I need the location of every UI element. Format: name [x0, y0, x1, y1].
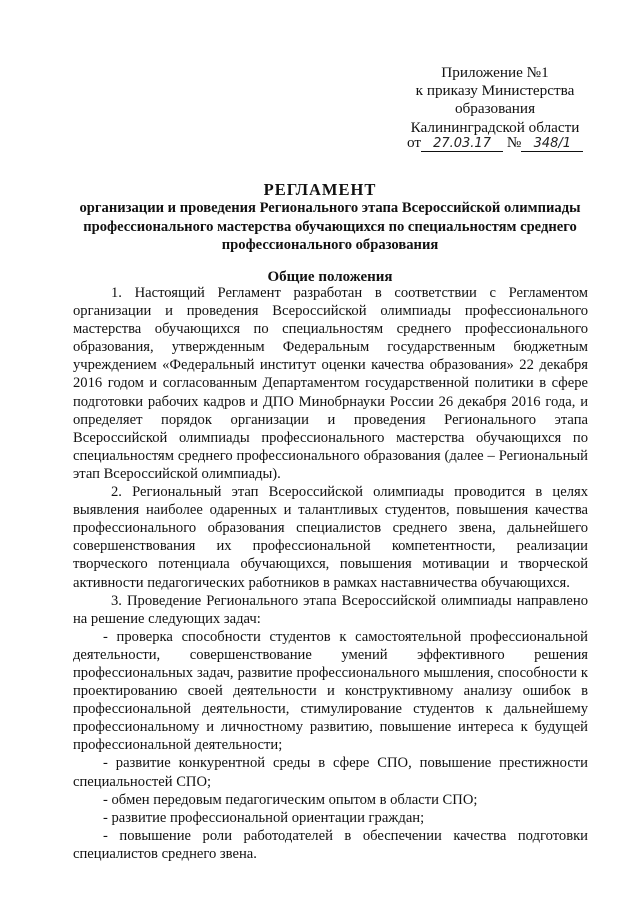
appendix-line: к приказу Министерства [415, 82, 575, 100]
document-subtitle: организации и проведения Регионального этапа Всероссийской олимпиады профессионального мастерства обучающихся по специальностям среднего профессионального образования [79, 200, 581, 254]
date-prefix: от [407, 134, 422, 151]
number-prefix: № [506, 134, 522, 151]
task-item: - развитие профессиональной ориентации граждан; [103, 809, 425, 826]
section-heading: Общие положения [267, 269, 393, 285]
order-date-number-line [407, 134, 607, 152]
task-item: - проверка способности студентов к самостоятельной профессиональной деятельности, совершенствование умений эффективного решения профессиональных задач, развитие профессионального мышления, способности к проектированию своей деятельности и конструктивному анализу ошибок в профессиональной деятельности, стимулирование студентов к дальнейшему профессиональному и личностному развитию, повышение интереса к будущей профессиональной деятельности; [73, 628, 588, 754]
handwritten-number: 348/1 [521, 137, 583, 152]
paragraph: 3. Проведение Регионального этапа Всероссийской олимпиады направлено на решение следующих задач: [73, 592, 588, 627]
appendix-line: образования [454, 100, 536, 118]
handwritten-date: 27.03.17 [421, 137, 503, 152]
task-item: - обмен передовым педагогическим опытом в области СПО; [103, 791, 478, 808]
appendix-line: Приложение №1 [441, 64, 549, 81]
paragraph: 1. Настоящий Регламент разработан в соответствии с Регламентом организации и проведения Всероссийской олимпиады профессионального мастерства обучающихся по специальностям среднего профессионального образования, утвержденным Федеральным государственным бюджетным учреждением «Федеральный институт оценки качества образования» 22 декабря 2016 годом и согласованным Департаментом государственной политики в сфере подготовки рабочих кадров и ДПО Минобрнауки России 26 декабря 2016 года, и определяет порядок организации и проведения Регионального этапа Всероссийской олимпиады профессионального мастерства обучающихся по специальностям среднего профессионального образования (далее – Региональный этап Всероссийской олимпиады). [73, 285, 588, 482]
task-item: - повышение роли работодателей в обеспечении качества подготовки специалистов среднего звена. [73, 827, 588, 862]
appendix-line: Калининградской области [410, 118, 580, 136]
appendix-block [395, 64, 595, 137]
document-body [73, 284, 588, 863]
task-item: - развитие конкурентной среды в сфере СПО, повышение престижности специальностей СПО; [73, 755, 588, 790]
paragraph: 2. Региональный этап Всероссийской олимпиады проводится в целях выявления наиболее одаренных и талантливых студентов, повышения качества профессионального образования специалистов среднего звена, дальнейшего совершенствования их профессиональной компетентности, реализации творческого потенциала обучающихся, повышения мотивации и творческой активности педагогических работников в рамках наставничества обучающихся. [73, 484, 588, 591]
document-title: РЕГЛАМЕНТ [263, 180, 377, 199]
